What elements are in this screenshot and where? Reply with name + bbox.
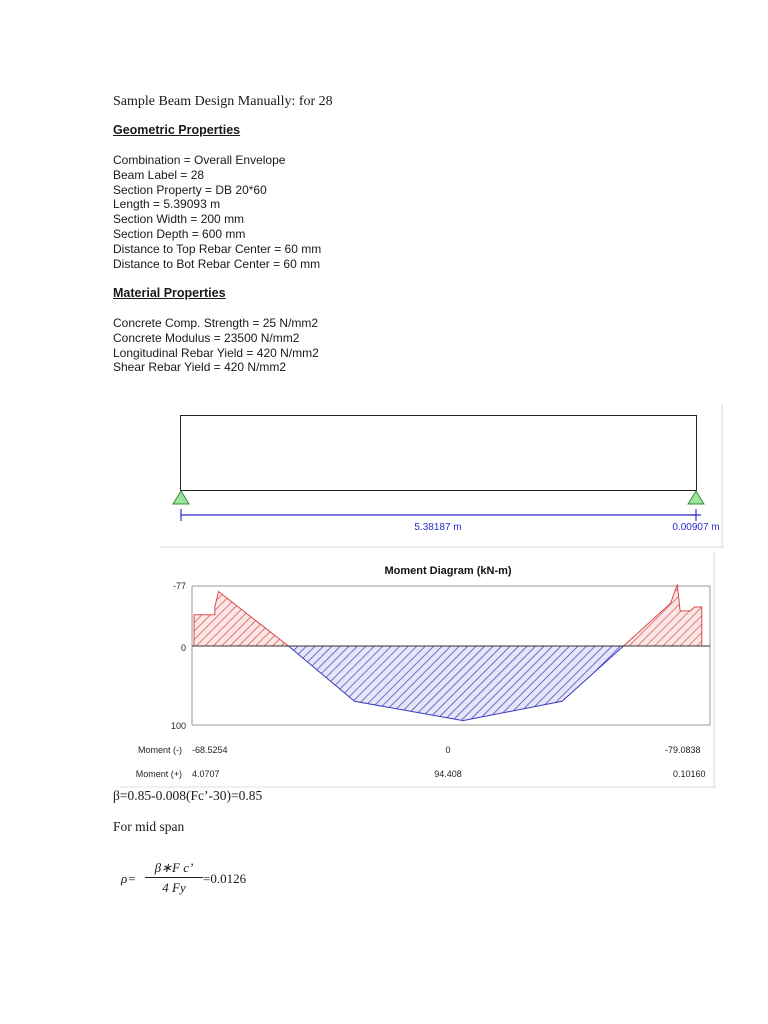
end-length-label: 0.00907 m [672, 522, 720, 533]
geometric-property-line: Distance to Top Rebar Center = 60 mm [113, 241, 322, 256]
moment-diagram-svg [120, 552, 716, 788]
neg-moment-left: -68.5254 [192, 745, 228, 755]
beam-rectangle [181, 416, 697, 491]
row-label: Moment (-) [137, 745, 182, 755]
rho-fraction [145, 860, 203, 896]
geometric-property-line: Combination = Overall Envelope [113, 153, 286, 167]
rho-numerator: β∗F c’ [154, 860, 194, 875]
geometric-property-line: Section Width = 200 mm [113, 212, 245, 227]
material-properties-list [113, 316, 319, 375]
material-property-line: Longitudinal Rebar Yield = 420 N/mm2 [113, 345, 319, 360]
y-tick-label: -77 [172, 581, 186, 591]
right-support-icon [688, 491, 704, 504]
fraction-bar [145, 877, 203, 878]
rho-denominator: 4 Fy [162, 880, 186, 895]
left-support-icon [173, 491, 189, 504]
y-tick-label: 0 [180, 643, 186, 653]
positive-moment-area [288, 646, 623, 721]
y-tick-label: 100 [170, 721, 186, 731]
neg-moment-mid: 0 [445, 745, 451, 755]
material-property-line: Concrete Modulus = 23500 N/mm2 [113, 330, 300, 345]
moment-diagram [120, 552, 716, 788]
geometric-property-line: Section Depth = 600 mm [113, 226, 246, 241]
beam-figure-svg [160, 404, 724, 548]
beam-figure [160, 404, 724, 548]
chart-title: Moment Diagram (kN-m) [384, 565, 512, 577]
geometric-property-line: Section Property = DB 20*60 [113, 182, 267, 197]
document-title: Sample Beam Design Manually: for 28 [113, 94, 333, 109]
material-property-line: Shear Rebar Yield = 420 N/mm2 [113, 360, 287, 375]
geometric-property-line: Beam Label = 28 [113, 167, 205, 182]
rho-lhs: ρ= [121, 871, 137, 886]
mid-span-label: For mid span [113, 819, 185, 834]
span-length-label: 5.38187 m [414, 522, 462, 533]
neg-moment-right: -79.0838 [665, 745, 701, 755]
row-label: Moment (+) [135, 769, 182, 779]
negative-moment-area [194, 592, 288, 647]
pos-moment-left: 4.0707 [192, 769, 220, 779]
geometric-properties-list [113, 153, 321, 271]
material-property-line: Concrete Comp. Strength = 25 N/mm2 [113, 316, 319, 330]
moment-series-layer [194, 584, 702, 720]
beta-formula: β=0.85-0.008(Fc’-30)=0.85 [113, 788, 263, 803]
pos-moment-mid: 94.408 [434, 769, 462, 779]
geometric-properties-heading: Geometric Properties [113, 123, 241, 137]
pos-moment-right: 0.10160 [673, 769, 706, 779]
geometric-property-line: Length = 5.39093 m [113, 197, 221, 212]
negative-moment-area [624, 584, 702, 646]
material-properties-heading: Material Properties [113, 286, 226, 300]
geometric-property-line: Distance to Bot Rebar Center = 60 mm [113, 256, 321, 271]
rho-rhs: =0.0126 [203, 871, 247, 886]
